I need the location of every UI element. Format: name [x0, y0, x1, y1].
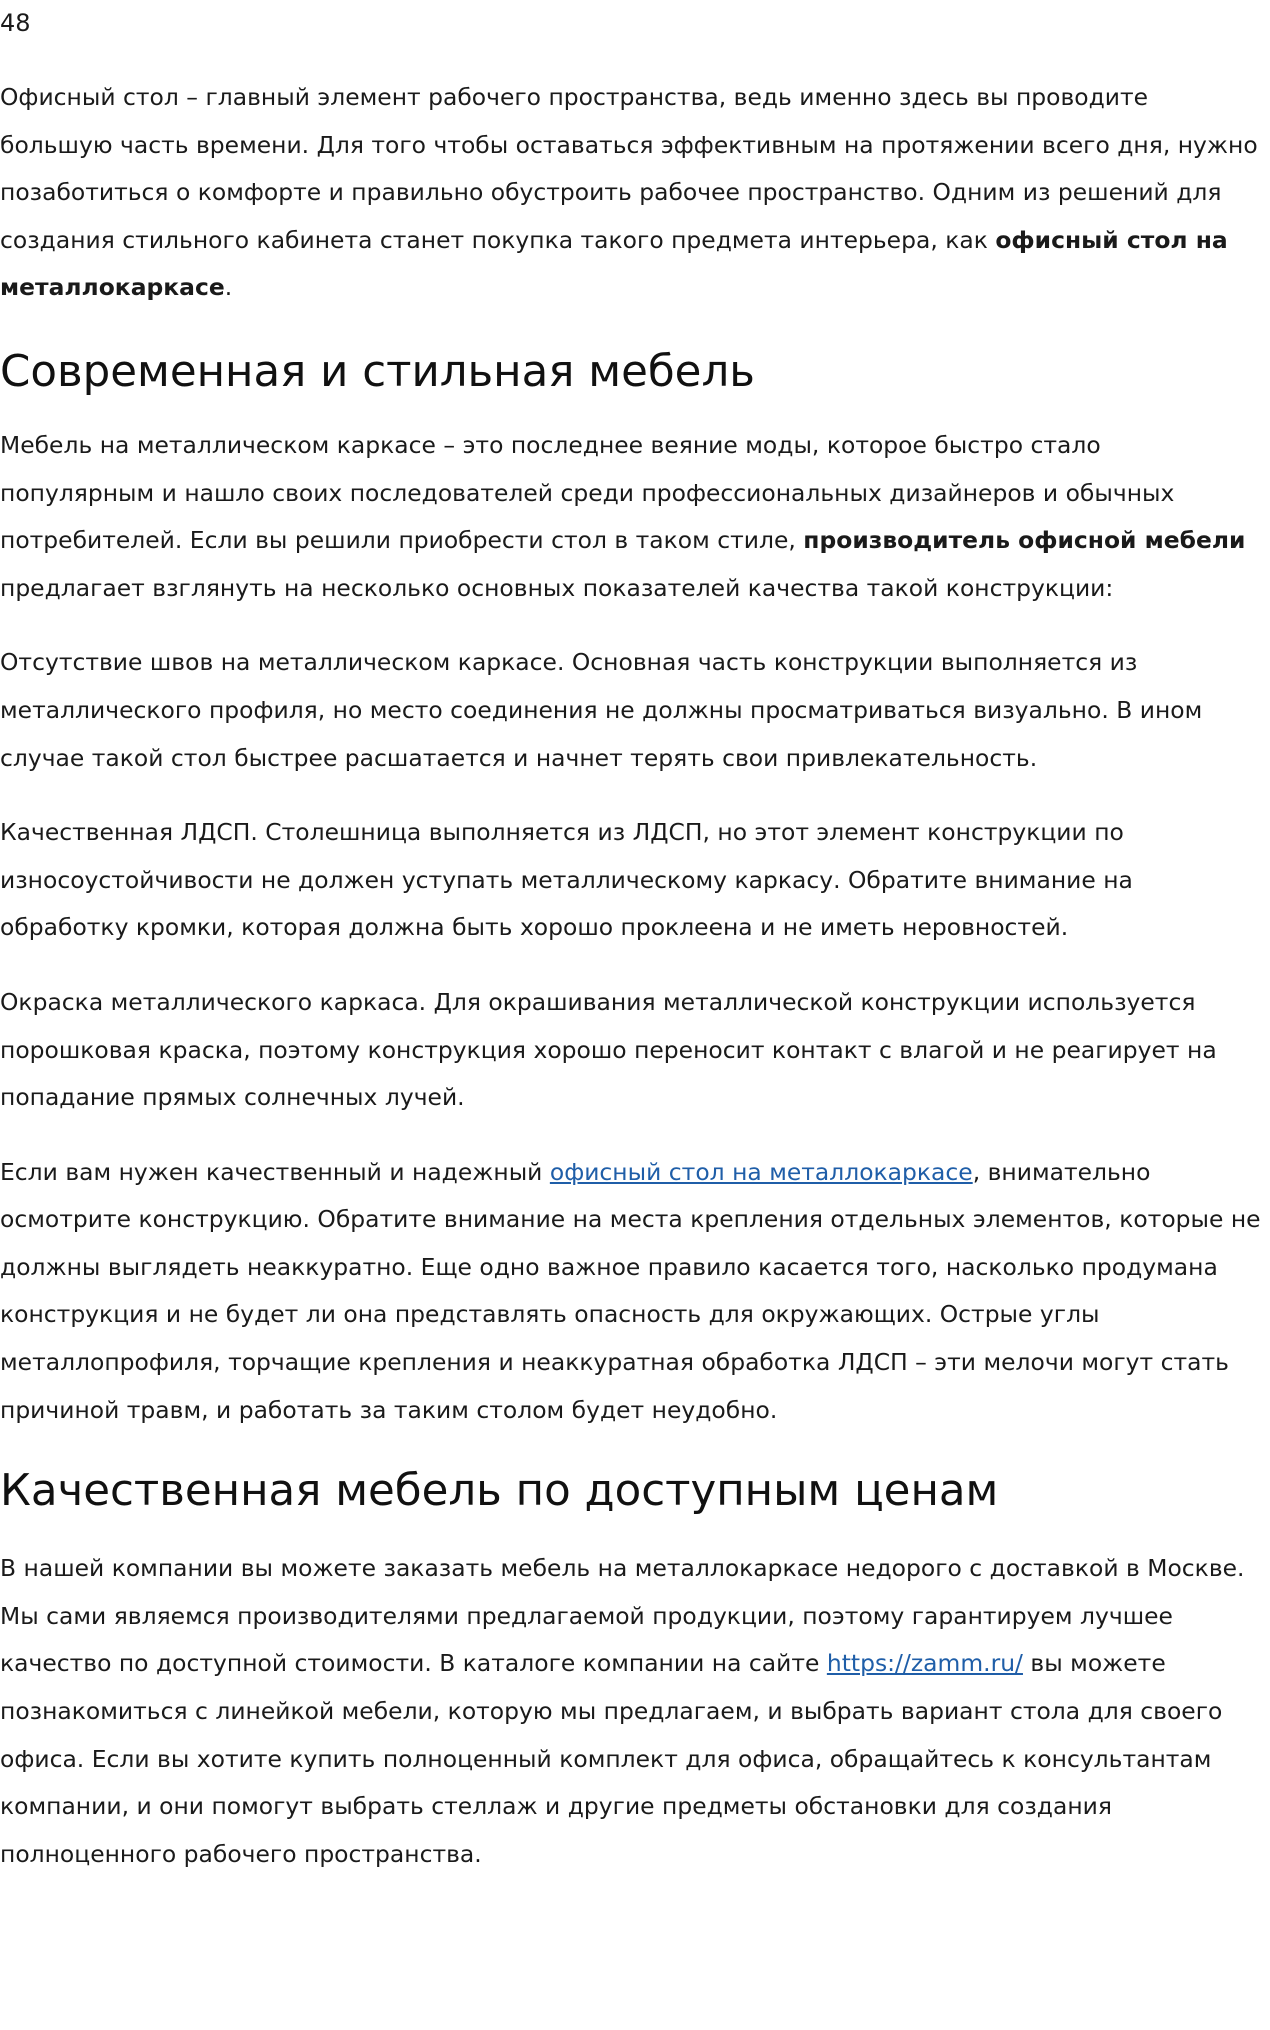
- intro-bold-phrase: офисный стол на металлокаркасе: [0, 225, 1228, 302]
- site-url-link[interactable]: https://zamm.ru/: [826, 1649, 1023, 1678]
- section1-paragraph-5: [0, 1149, 1262, 1435]
- section2-p1-text: В нашей компании вы можете заказать мебель на металлокаркасе недорого с доставкой в Москве. Мы сами являемся производителями предлагаемой продукции, поэтому гарантируем лучшее качество по доступной стоимости. В каталоге компании на сайте: [0, 1554, 1245, 1678]
- office-desk-link[interactable]: офисный стол на металлокаркасе: [549, 1157, 973, 1186]
- section1-paragraph-1: [0, 422, 1262, 612]
- section-heading-affordable-furniture: Качественная мебель по доступным ценам: [0, 1466, 999, 1517]
- section1-p1-bold-phrase: производитель офисной мебели: [803, 526, 1246, 555]
- section2-paragraph-1: [0, 1545, 1262, 1878]
- intro-text: Офисный стол – главный элемент рабочего пространства, ведь именно здесь вы проводите большую часть времени. Для того чтобы оставаться эффективным на протяжении всего дня, нужно позаботиться о комфорте и правильно обустроить рабочее пространство. Одним из решений для создания стильного кабинета станет покупка такого предмета интерьера, как: [0, 83, 1258, 254]
- intro-text-end: .: [224, 273, 233, 302]
- section1-p5-text: Если вам нужен качественный и надежный: [0, 1157, 550, 1186]
- document-body: [0, 74, 1262, 1905]
- intro-paragraph: [0, 74, 1262, 312]
- section2-p1-text-end: вы можете познакомиться с линейкой мебели, которую мы предлагаем, и выбрать вариант стола для своего офиса. Если вы хотите купить полноценный комплект для офиса, обращайтесь к консультантам компании, и они помогут выбрать стеллаж и другие предметы обстановки для создания полноценного рабочего пространства.: [0, 1649, 1223, 1868]
- section1-paragraph-3: Качественная ЛДСП. Столешница выполняется из ЛДСП, но этот элемент конструкции по износоустойчивости не должен уступать металлическому каркасу. Обратите внимание на обработку кромки, которая должна быть хорошо проклеена и не иметь неровностей.: [0, 818, 1133, 942]
- page-number: 48: [0, 9, 31, 37]
- section-heading-modern-furniture: Современная и стильная мебель: [0, 346, 755, 397]
- section1-paragraph-4: Окраска металлического каркаса. Для окрашивания металлической конструкции используется порошковая краска, поэтому конструкция хорошо переносит контакт с влагой и не реагирует на попадание прямых солнечных лучей.: [0, 987, 1217, 1112]
- section1-p1-text: Мебель на металлическом каркасе – это последнее веяние моды, которое быстро стало популярным и нашло своих последователей среди профессиональных дизайнеров и обычных потребителей. Если вы решили приобрести стол в таком стиле,: [0, 430, 1175, 555]
- section1-p5-text-end: , внимательно осмотрите конструкцию. Обратите внимание на места крепления отдельных элементов, которые не должны выглядеть неаккуратно. Еще одно важное правило касается того, насколько продумана конструкция и не будет ли она представлять опасность для окружающих. Острые углы металлопрофиля, торчащие крепления и неаккуратная обработка ЛДСП – эти мелочи могут стать причиной травм, и работать за таким столом будет неудобно.: [0, 1157, 1261, 1424]
- section1-p1-text-end: предлагает взглянуть на несколько основных показателей качества такой конструкции:: [0, 573, 1114, 602]
- section1-paragraph-2: Отсутствие швов на металлическом каркасе. Основная часть конструкции выполняется из металлического профиля, но место соединения не должны просматриваться визуально. В ином случае такой стол быстрее расшатается и начнет терять свои привлекательность.: [0, 648, 1203, 772]
